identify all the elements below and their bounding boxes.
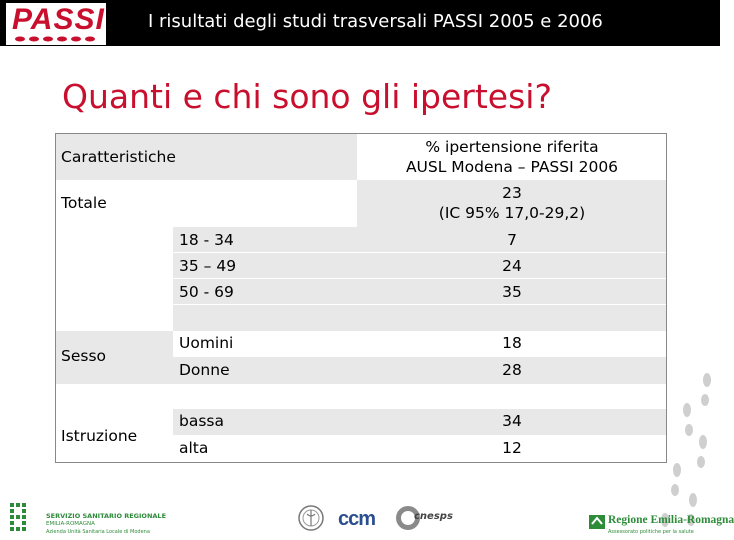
sex-label: Uomini <box>179 334 234 352</box>
sex-label: Donne <box>179 361 230 379</box>
edu-label: alta <box>179 439 209 457</box>
ssr-modena-logo <box>10 503 210 537</box>
table-row <box>55 253 667 279</box>
edu-value: 34 <box>502 412 522 430</box>
age-label: 50 - 69 <box>179 283 234 301</box>
table-row <box>55 435 667 463</box>
footprints-icon <box>14 35 104 43</box>
header-ausl-label: AUSL Modena – PASSI 2006 <box>405 158 619 176</box>
passi-logo-text: PASSI <box>12 3 105 36</box>
totale-ci: (IC 95% 17,0-29,2) <box>438 204 586 222</box>
slide-title: Quanti e chi sono gli ipertesi? <box>62 77 552 116</box>
header-percent-label: % ipertensione riferita <box>425 138 599 156</box>
totale-value: 23 <box>502 184 522 202</box>
header-caratteristiche: Caratteristiche <box>61 148 176 166</box>
table-row <box>55 227 667 253</box>
regione-er-icon <box>588 512 608 532</box>
cnesps-logo-text: cnesps <box>414 511 453 522</box>
ssr-logo-line3: Azienda Unità Sanitaria Locale di Modena <box>46 529 150 535</box>
table-row-totale <box>55 180 667 227</box>
regione-er-logo <box>588 512 734 538</box>
istituto-seal-icon <box>297 504 325 532</box>
edu-label: bassa <box>179 412 224 430</box>
ccm-logo <box>338 508 384 530</box>
regione-er-line2: Assessorato politiche per la salute <box>608 529 694 535</box>
age-value: 35 <box>502 283 522 301</box>
table-header-row <box>55 133 667 180</box>
table-row <box>55 357 667 384</box>
sex-value: 18 <box>502 334 522 352</box>
table-row <box>55 409 667 435</box>
table-row <box>55 279 667 305</box>
ccm-logo-text: ccm <box>338 508 376 530</box>
age-value: 7 <box>507 231 517 249</box>
header-title: I risultati degli studi trasversali PASSI 2005 e 2006 <box>148 11 603 32</box>
sex-value: 28 <box>502 361 522 379</box>
age-label: 18 - 34 <box>179 231 234 249</box>
regione-er-line1: Regione Emilia-Romagna <box>608 514 734 526</box>
ssr-logo-line2: EMILIA-ROMAGNA <box>46 521 95 527</box>
table-spacer-row <box>55 305 667 331</box>
sesso-label: Sesso <box>61 347 107 365</box>
ssr-logo-icon <box>10 503 40 535</box>
edu-value: 12 <box>502 439 522 457</box>
table-spacer-row <box>55 384 667 409</box>
cnesps-logo <box>394 503 453 533</box>
age-value: 24 <box>502 257 522 275</box>
header-bar <box>0 0 720 46</box>
istruzione-label: Istruzione <box>61 427 138 445</box>
passi-logo <box>6 3 106 45</box>
age-label: 35 – 49 <box>179 257 237 275</box>
table-row <box>55 331 667 357</box>
ssr-logo-line1: SERVIZIO SANITARIO REGIONALE <box>46 512 167 520</box>
totale-label: Totale <box>61 194 107 212</box>
